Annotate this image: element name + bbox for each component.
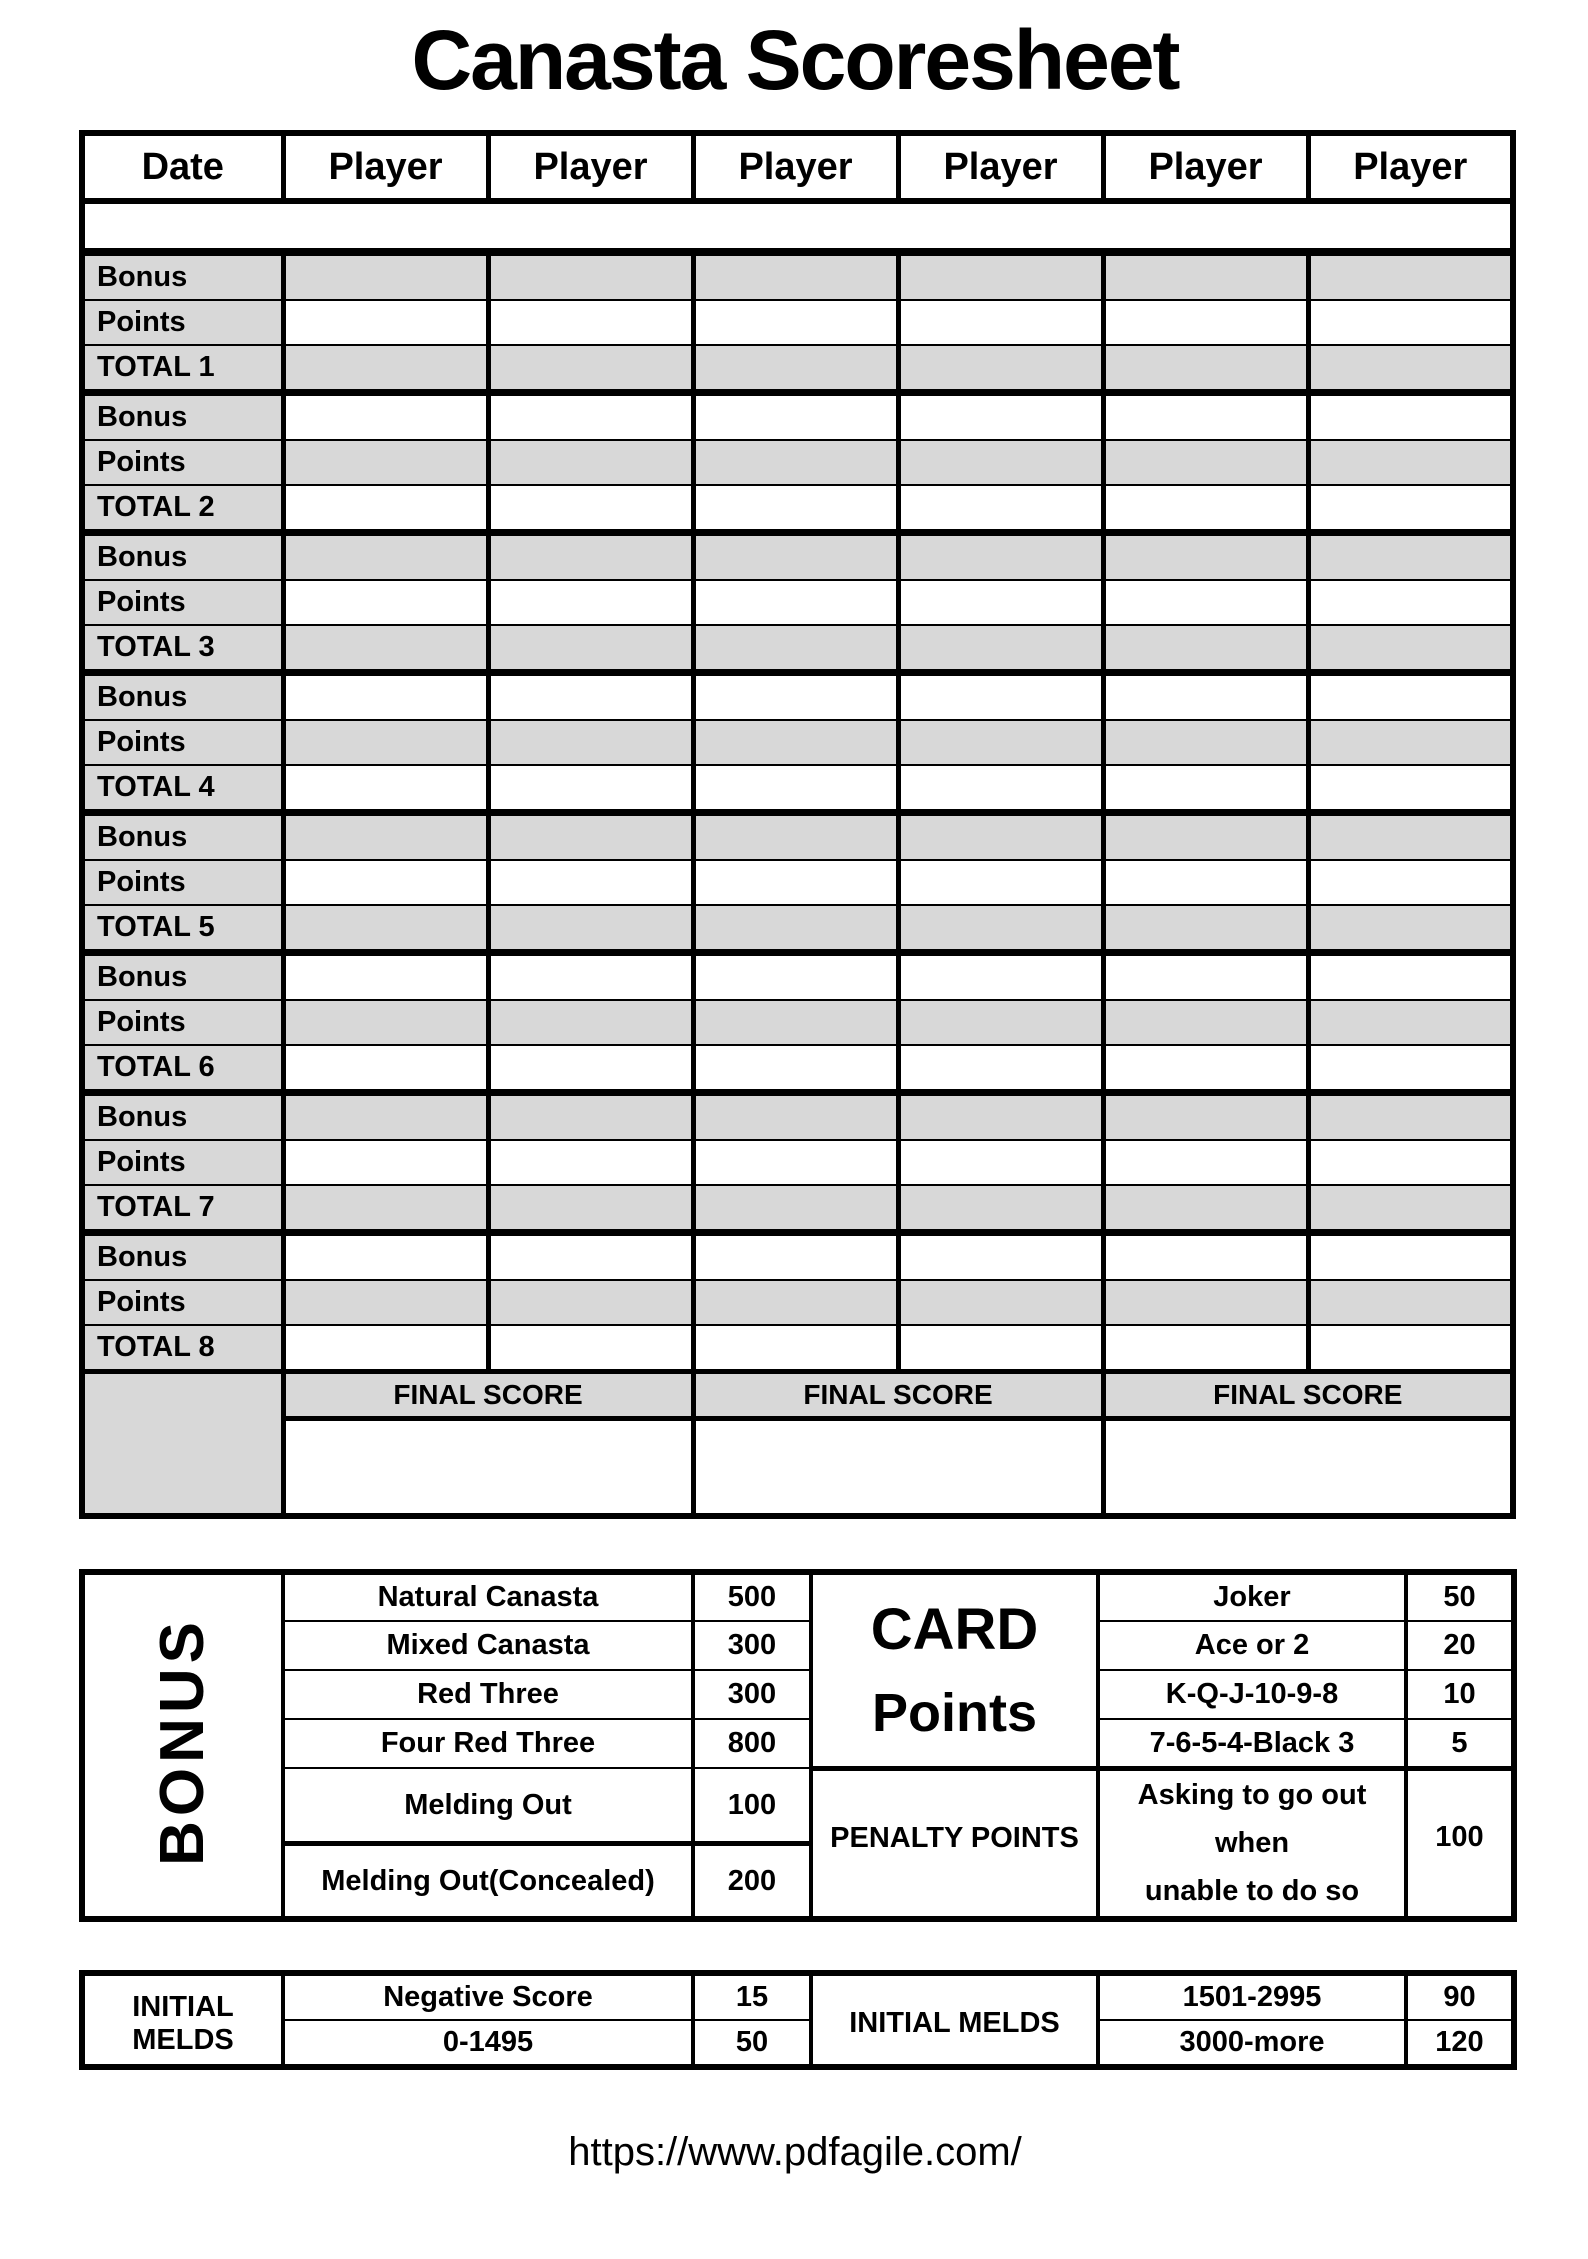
score-cell[interactable]	[898, 345, 1103, 393]
score-cell[interactable]	[488, 1093, 693, 1141]
score-cell[interactable]	[1103, 252, 1308, 300]
column-header-player: Player	[488, 133, 693, 201]
score-cell[interactable]	[1103, 1233, 1308, 1281]
score-cell[interactable]	[283, 1233, 488, 1281]
score-cell[interactable]	[1103, 533, 1308, 581]
score-cell[interactable]	[488, 905, 693, 953]
score-cell[interactable]	[693, 765, 898, 813]
column-header-player: Player	[898, 133, 1103, 201]
score-cell[interactable]	[1308, 533, 1513, 581]
penalty-item-value: 100	[1406, 1768, 1514, 1919]
score-cell[interactable]	[488, 1280, 693, 1325]
penalty-item-name	[1098, 1768, 1406, 1919]
row-label: TOTAL 4	[82, 765, 283, 813]
score-cell[interactable]	[1103, 300, 1308, 345]
bonus-item-value: 800	[693, 1719, 811, 1768]
initial-melds-item-value: 90	[1406, 1973, 1514, 2020]
final-score-header: FINAL SCORE	[693, 1372, 1103, 1419]
penalty-points-label: PENALTY POINTS	[811, 1768, 1098, 1919]
table-row	[82, 1768, 1514, 1844]
row-label: Bonus	[82, 1233, 283, 1281]
score-cell[interactable]	[898, 1000, 1103, 1045]
row-label: Points	[82, 580, 283, 625]
score-cell[interactable]	[1103, 860, 1308, 905]
score-cell[interactable]	[898, 720, 1103, 765]
score-cell[interactable]	[1308, 1093, 1513, 1141]
score-cell[interactable]	[1308, 1000, 1513, 1045]
score-cell[interactable]	[1103, 1045, 1308, 1093]
score-row	[82, 1140, 1513, 1185]
score-cell[interactable]	[693, 1233, 898, 1281]
initial-melds-label: INITIAL MELDS	[811, 1973, 1098, 2067]
card-item-name: Joker	[1098, 1572, 1406, 1621]
score-cell[interactable]	[1308, 720, 1513, 765]
column-header-player: Player	[1103, 133, 1308, 201]
score-cell[interactable]	[283, 1140, 488, 1185]
penalty-item-name-line1: Asking to go out when	[1137, 1778, 1367, 1859]
score-cell[interactable]	[693, 533, 898, 581]
score-row	[82, 1233, 1513, 1281]
final-score-cell[interactable]	[1103, 1419, 1513, 1517]
bonus-section-label-cell	[82, 1572, 283, 1919]
row-label: Points	[82, 1280, 283, 1325]
score-row	[82, 673, 1513, 721]
bonus-item-value: 100	[693, 1768, 811, 1844]
bonus-item-value: 500	[693, 1572, 811, 1621]
initial-melds-item-name: 1501-2995	[1098, 1973, 1406, 2020]
final-score-spacer	[82, 1372, 283, 1517]
score-cell[interactable]	[1308, 1233, 1513, 1281]
score-cell[interactable]	[693, 1093, 898, 1141]
initial-melds-label: INITIAL MELDS	[82, 1973, 283, 2067]
card-item-name: K-Q-J-10-9-8	[1098, 1670, 1406, 1719]
score-cell[interactable]	[488, 1000, 693, 1045]
initial-melds-item-name: Negative Score	[283, 1973, 693, 2020]
bonus-section-label: BONUS	[148, 1617, 217, 1867]
score-cell[interactable]	[693, 813, 898, 861]
score-cell[interactable]	[693, 953, 898, 1001]
score-cell[interactable]	[488, 393, 693, 441]
score-row	[82, 485, 1513, 533]
final-score-header: FINAL SCORE	[1103, 1372, 1513, 1419]
score-row	[82, 953, 1513, 1001]
column-header-player: Player	[1308, 133, 1513, 201]
score-cell[interactable]	[283, 300, 488, 345]
row-label: TOTAL 3	[82, 625, 283, 673]
score-cell[interactable]	[693, 485, 898, 533]
score-cell[interactable]	[693, 1000, 898, 1045]
score-cell[interactable]	[1308, 440, 1513, 485]
row-label: TOTAL 7	[82, 1185, 283, 1233]
column-header-player: Player	[283, 133, 488, 201]
score-cell[interactable]	[283, 905, 488, 953]
score-cell[interactable]	[1308, 393, 1513, 441]
score-cell[interactable]	[1308, 580, 1513, 625]
final-score-header-row	[82, 1372, 1513, 1419]
score-cell[interactable]	[693, 673, 898, 721]
row-label: Bonus	[82, 1093, 283, 1141]
row-label: TOTAL 1	[82, 345, 283, 393]
bonus-item-value: 300	[693, 1670, 811, 1719]
page-title: Canasta Scoresheet	[411, 13, 1179, 107]
score-cell[interactable]	[693, 1185, 898, 1233]
score-cell[interactable]	[898, 393, 1103, 441]
score-cell[interactable]	[1103, 953, 1308, 1001]
score-cell[interactable]	[898, 1140, 1103, 1185]
score-cell[interactable]	[283, 765, 488, 813]
score-cell[interactable]	[488, 252, 693, 300]
score-cell[interactable]	[1103, 673, 1308, 721]
row-label: TOTAL 6	[82, 1045, 283, 1093]
score-cell[interactable]	[898, 300, 1103, 345]
score-cell[interactable]	[283, 625, 488, 673]
score-cell[interactable]	[488, 813, 693, 861]
initial-melds-item-name: 3000-more	[1098, 2020, 1406, 2067]
score-cell[interactable]	[898, 485, 1103, 533]
score-row	[82, 345, 1513, 393]
table-row	[82, 2020, 1514, 2067]
score-cell[interactable]	[898, 673, 1103, 721]
score-cell[interactable]	[1308, 1280, 1513, 1325]
score-cell[interactable]	[693, 1280, 898, 1325]
score-cell[interactable]	[693, 905, 898, 953]
score-cell[interactable]	[1103, 813, 1308, 861]
score-cell[interactable]	[283, 393, 488, 441]
score-row	[82, 813, 1513, 861]
score-cell[interactable]	[488, 580, 693, 625]
score-cell[interactable]	[488, 625, 693, 673]
score-cell[interactable]	[693, 625, 898, 673]
bonus-item-name: Melding Out	[283, 1768, 693, 1844]
score-cell[interactable]	[693, 345, 898, 393]
score-cell[interactable]	[1308, 860, 1513, 905]
row-label: Points	[82, 1000, 283, 1045]
row-label: Bonus	[82, 393, 283, 441]
score-table-header-row	[82, 133, 1513, 201]
score-cell[interactable]	[898, 813, 1103, 861]
score-cell[interactable]	[488, 1045, 693, 1093]
score-cell[interactable]	[283, 440, 488, 485]
bonus-item-name: Melding Out(Concealed)	[283, 1844, 693, 1920]
score-table	[79, 130, 1516, 1519]
score-row	[82, 1000, 1513, 1045]
score-cell[interactable]	[1308, 345, 1513, 393]
final-score-header: FINAL SCORE	[283, 1372, 693, 1419]
bonus-item-name: Natural Canasta	[283, 1572, 693, 1621]
table-row	[82, 1572, 1514, 1621]
score-cell[interactable]	[1103, 625, 1308, 673]
row-label: Bonus	[82, 533, 283, 581]
table-row	[82, 1670, 1514, 1719]
player-names-cell[interactable]	[82, 201, 1513, 252]
scoresheet-page	[77, 14, 1511, 2175]
score-row	[82, 720, 1513, 765]
score-row	[82, 1185, 1513, 1233]
score-cell[interactable]	[1103, 485, 1308, 533]
score-cell[interactable]	[1308, 252, 1513, 300]
row-label: Bonus	[82, 813, 283, 861]
score-row	[82, 860, 1513, 905]
score-cell[interactable]	[1103, 440, 1308, 485]
score-cell[interactable]	[898, 1185, 1103, 1233]
score-row	[82, 765, 1513, 813]
footer-url[interactable]: https://www.pdfagile.com/	[568, 2130, 1022, 2175]
score-cell[interactable]	[1308, 625, 1513, 673]
card-item-value: 10	[1406, 1670, 1514, 1719]
score-cell[interactable]	[693, 1140, 898, 1185]
score-cell[interactable]	[488, 1233, 693, 1281]
score-cell[interactable]	[898, 765, 1103, 813]
score-cell[interactable]	[488, 440, 693, 485]
column-header-player: Player	[693, 133, 898, 201]
score-cell[interactable]	[488, 860, 693, 905]
row-label: TOTAL 5	[82, 905, 283, 953]
score-row	[82, 252, 1513, 300]
final-score-cell[interactable]	[283, 1419, 693, 1517]
score-cell[interactable]	[488, 953, 693, 1001]
score-cell[interactable]	[283, 953, 488, 1001]
score-cell[interactable]	[488, 1140, 693, 1185]
card-points-title-line1: CARD	[870, 1597, 1039, 1663]
score-cell[interactable]	[1308, 485, 1513, 533]
initial-melds-item-value: 120	[1406, 2020, 1514, 2067]
row-label: Points	[82, 300, 283, 345]
initial-melds-item-value: 15	[693, 1973, 811, 2020]
penalty-item-name-line2: unable to do so	[1144, 1874, 1360, 1907]
score-cell[interactable]	[283, 252, 488, 300]
final-score-value-row	[82, 1419, 1513, 1517]
score-cell[interactable]	[693, 440, 898, 485]
bonus-item-value: 300	[693, 1621, 811, 1670]
score-cell[interactable]	[283, 1045, 488, 1093]
score-cell[interactable]	[283, 485, 488, 533]
score-cell[interactable]	[693, 300, 898, 345]
score-cell[interactable]	[488, 765, 693, 813]
score-cell[interactable]	[1308, 1185, 1513, 1233]
card-points-title-line2: Points	[871, 1682, 1037, 1743]
score-row	[82, 1280, 1513, 1325]
score-row	[82, 393, 1513, 441]
score-cell[interactable]	[693, 720, 898, 765]
bonus-item-value: 200	[693, 1844, 811, 1920]
score-cell[interactable]	[898, 1280, 1103, 1325]
score-cell[interactable]	[693, 252, 898, 300]
score-cell[interactable]	[898, 252, 1103, 300]
score-cell[interactable]	[283, 720, 488, 765]
score-cell[interactable]	[1308, 300, 1513, 345]
row-label: Points	[82, 720, 283, 765]
bonus-item-name: Mixed Canasta	[283, 1621, 693, 1670]
score-cell[interactable]	[1308, 1045, 1513, 1093]
score-cell[interactable]	[898, 860, 1103, 905]
row-label: TOTAL 8	[82, 1325, 283, 1372]
score-cell[interactable]	[1103, 1325, 1308, 1372]
score-row	[82, 905, 1513, 953]
score-cell[interactable]	[693, 860, 898, 905]
initial-melds-table	[79, 1970, 1517, 2070]
final-score-cell[interactable]	[693, 1419, 1103, 1517]
score-row	[82, 580, 1513, 625]
score-cell[interactable]	[1308, 673, 1513, 721]
table-row	[82, 1719, 1514, 1768]
score-row	[82, 300, 1513, 345]
score-cell[interactable]	[1103, 1185, 1308, 1233]
score-cell[interactable]	[283, 345, 488, 393]
row-label: Bonus	[82, 252, 283, 300]
score-cell[interactable]	[898, 905, 1103, 953]
score-row	[82, 1093, 1513, 1141]
bonus-card-points-table	[79, 1569, 1517, 1922]
score-cell[interactable]	[488, 300, 693, 345]
row-label: TOTAL 2	[82, 485, 283, 533]
table-row	[82, 1621, 1514, 1670]
card-item-name: 7-6-5-4-Black 3	[1098, 1719, 1406, 1768]
score-cell[interactable]	[898, 1325, 1103, 1372]
score-cell[interactable]	[283, 1325, 488, 1372]
card-points-title-cell	[811, 1572, 1098, 1768]
score-cell[interactable]	[898, 1045, 1103, 1093]
score-cell[interactable]	[898, 953, 1103, 1001]
score-cell[interactable]	[1103, 765, 1308, 813]
score-cell[interactable]	[693, 1325, 898, 1372]
score-cell[interactable]	[1308, 1140, 1513, 1185]
score-cell[interactable]	[1103, 905, 1308, 953]
row-label: Points	[82, 440, 283, 485]
score-cell[interactable]	[898, 1233, 1103, 1281]
row-label: Bonus	[82, 953, 283, 1001]
score-cell[interactable]	[488, 533, 693, 581]
score-cell[interactable]	[1308, 813, 1513, 861]
score-cell[interactable]	[283, 1000, 488, 1045]
score-cell[interactable]	[693, 1045, 898, 1093]
score-cell[interactable]	[488, 720, 693, 765]
score-cell[interactable]	[693, 393, 898, 441]
score-cell[interactable]	[1103, 720, 1308, 765]
score-cell[interactable]	[283, 580, 488, 625]
score-cell[interactable]	[488, 485, 693, 533]
score-cell[interactable]	[693, 580, 898, 625]
score-cell[interactable]	[488, 345, 693, 393]
score-cell[interactable]	[1103, 1093, 1308, 1141]
column-header-date: Date	[82, 133, 283, 201]
initial-melds-item-name: 0-1495	[283, 2020, 693, 2067]
score-cell[interactable]	[898, 625, 1103, 673]
score-cell[interactable]	[898, 1093, 1103, 1141]
card-item-name: Ace or 2	[1098, 1621, 1406, 1670]
score-cell[interactable]	[283, 1093, 488, 1141]
card-item-value: 20	[1406, 1621, 1514, 1670]
score-row	[82, 625, 1513, 673]
score-row	[82, 1045, 1513, 1093]
score-cell[interactable]	[898, 533, 1103, 581]
table-row	[82, 1973, 1514, 2020]
score-cell[interactable]	[283, 813, 488, 861]
score-row	[82, 533, 1513, 581]
score-cell[interactable]	[1103, 580, 1308, 625]
score-cell[interactable]	[1103, 1000, 1308, 1045]
bonus-item-name: Four Red Three	[283, 1719, 693, 1768]
names-row	[82, 201, 1513, 252]
card-item-value: 50	[1406, 1572, 1514, 1621]
row-label: Points	[82, 860, 283, 905]
score-row	[82, 1325, 1513, 1372]
initial-melds-item-value: 50	[693, 2020, 811, 2067]
card-item-value: 5	[1406, 1719, 1514, 1768]
score-cell[interactable]	[488, 1325, 693, 1372]
row-label: Points	[82, 1140, 283, 1185]
score-cell[interactable]	[1308, 953, 1513, 1001]
score-cell[interactable]	[1103, 1140, 1308, 1185]
row-label: Bonus	[82, 673, 283, 721]
score-cell[interactable]	[1103, 345, 1308, 393]
score-cell[interactable]	[283, 860, 488, 905]
score-cell[interactable]	[488, 1185, 693, 1233]
score-cell[interactable]	[1103, 1280, 1308, 1325]
score-cell[interactable]	[283, 673, 488, 721]
bonus-item-name: Red Three	[283, 1670, 693, 1719]
score-cell[interactable]	[1103, 393, 1308, 441]
score-cell[interactable]	[898, 440, 1103, 485]
score-cell[interactable]	[283, 533, 488, 581]
score-cell[interactable]	[1308, 1325, 1513, 1372]
score-cell[interactable]	[1308, 765, 1513, 813]
score-row	[82, 440, 1513, 485]
score-cell[interactable]	[898, 580, 1103, 625]
score-cell[interactable]	[1308, 905, 1513, 953]
score-cell[interactable]	[283, 1280, 488, 1325]
score-cell[interactable]	[488, 673, 693, 721]
score-cell[interactable]	[283, 1185, 488, 1233]
